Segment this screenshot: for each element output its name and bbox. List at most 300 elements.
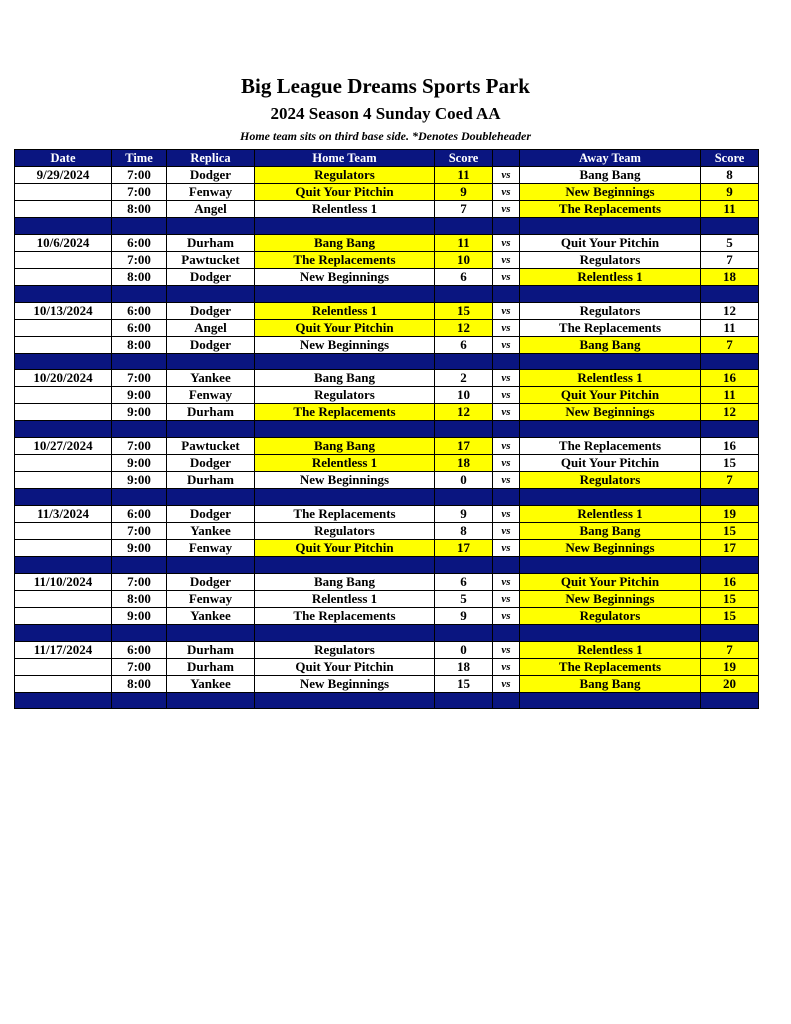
away-team: Relentless 1 xyxy=(520,268,701,285)
separator-cell xyxy=(15,692,112,709)
game-field: Dodger xyxy=(167,573,255,590)
game-field: Fenway xyxy=(167,387,255,404)
away-team: Regulators xyxy=(520,302,701,319)
away-team: The Replacements xyxy=(520,201,701,218)
separator-cell xyxy=(255,285,435,302)
game-time: 7:00 xyxy=(112,370,167,387)
home-score: 7 xyxy=(435,201,493,218)
game-row xyxy=(15,201,759,218)
separator-cell xyxy=(15,218,112,235)
away-team: Quit Your Pitchin xyxy=(520,234,701,251)
game-date xyxy=(15,268,112,285)
separator-cell xyxy=(15,353,112,370)
home-team: Bang Bang xyxy=(255,573,435,590)
game-date: 10/13/2024 xyxy=(15,302,112,319)
game-row xyxy=(15,590,759,607)
home-score: 2 xyxy=(435,370,493,387)
separator-cell xyxy=(112,556,167,573)
page-title: Big League Dreams Sports Park xyxy=(241,74,530,98)
week-separator-row xyxy=(15,285,759,302)
vs-label: vs xyxy=(493,573,520,590)
home-score: 6 xyxy=(435,268,493,285)
vs-label: vs xyxy=(493,590,520,607)
home-score: 0 xyxy=(435,641,493,658)
separator-cell xyxy=(112,489,167,506)
home-team: The Replacements xyxy=(255,505,435,522)
separator-cell xyxy=(701,285,759,302)
separator-cell xyxy=(493,624,520,641)
away-score: 11 xyxy=(701,201,759,218)
separator-cell xyxy=(112,285,167,302)
away-score: 12 xyxy=(701,404,759,421)
game-time: 7:00 xyxy=(112,438,167,455)
game-time: 8:00 xyxy=(112,268,167,285)
separator-cell xyxy=(435,692,493,709)
separator-cell xyxy=(701,489,759,506)
away-team: New Beginnings xyxy=(520,404,701,421)
home-score: 12 xyxy=(435,404,493,421)
away-team: Bang Bang xyxy=(520,675,701,692)
game-time: 9:00 xyxy=(112,404,167,421)
game-row xyxy=(15,573,759,590)
game-row xyxy=(15,505,759,522)
vs-label: vs xyxy=(493,201,520,218)
game-field: Dodger xyxy=(167,302,255,319)
away-score: 11 xyxy=(701,319,759,336)
separator-cell xyxy=(167,353,255,370)
separator-cell xyxy=(520,421,701,438)
game-time: 6:00 xyxy=(112,505,167,522)
home-score: 17 xyxy=(435,438,493,455)
season-subtitle: 2024 Season 4 Sunday Coed AA xyxy=(270,104,501,123)
vs-label: vs xyxy=(493,658,520,675)
separator-cell xyxy=(255,218,435,235)
game-time: 8:00 xyxy=(112,201,167,218)
separator-cell xyxy=(520,285,701,302)
home-score: 11 xyxy=(435,167,493,184)
game-field: Yankee xyxy=(167,370,255,387)
game-time: 9:00 xyxy=(112,607,167,624)
week-separator-row xyxy=(15,624,759,641)
game-time: 9:00 xyxy=(112,387,167,404)
game-row xyxy=(15,167,759,184)
away-team: Relentless 1 xyxy=(520,505,701,522)
game-row xyxy=(15,251,759,268)
home-team: Regulators xyxy=(255,167,435,184)
away-team: Relentless 1 xyxy=(520,641,701,658)
game-field: Durham xyxy=(167,234,255,251)
game-time: 7:00 xyxy=(112,184,167,201)
separator-cell xyxy=(167,285,255,302)
vs-label: vs xyxy=(493,336,520,353)
home-score: 0 xyxy=(435,472,493,489)
separator-cell xyxy=(493,285,520,302)
game-date xyxy=(15,607,112,624)
vs-label: vs xyxy=(493,472,520,489)
game-field: Fenway xyxy=(167,539,255,556)
away-team: Regulators xyxy=(520,472,701,489)
away-score: 16 xyxy=(701,438,759,455)
home-score: 9 xyxy=(435,505,493,522)
vs-label: vs xyxy=(493,302,520,319)
game-date: 11/3/2024 xyxy=(15,505,112,522)
game-field: Fenway xyxy=(167,590,255,607)
home-team: Bang Bang xyxy=(255,234,435,251)
game-field: Angel xyxy=(167,201,255,218)
separator-cell xyxy=(701,624,759,641)
home-team: Relentless 1 xyxy=(255,455,435,472)
home-team: Relentless 1 xyxy=(255,590,435,607)
away-team: Regulators xyxy=(520,607,701,624)
separator-cell xyxy=(701,556,759,573)
game-field: Pawtucket xyxy=(167,438,255,455)
game-row xyxy=(15,522,759,539)
away-score: 19 xyxy=(701,505,759,522)
separator-cell xyxy=(520,692,701,709)
away-score: 11 xyxy=(701,387,759,404)
game-date xyxy=(15,522,112,539)
game-date xyxy=(15,472,112,489)
game-time: 7:00 xyxy=(112,573,167,590)
game-row xyxy=(15,539,759,556)
col-header-time: Time xyxy=(112,150,167,167)
away-score: 17 xyxy=(701,539,759,556)
home-score: 8 xyxy=(435,522,493,539)
away-score: 15 xyxy=(701,590,759,607)
game-row xyxy=(15,336,759,353)
vs-label: vs xyxy=(493,184,520,201)
away-team: Quit Your Pitchin xyxy=(520,573,701,590)
home-score: 18 xyxy=(435,455,493,472)
vs-label: vs xyxy=(493,319,520,336)
col-header-replica: Replica xyxy=(167,150,255,167)
vs-label: vs xyxy=(493,641,520,658)
game-date xyxy=(15,251,112,268)
game-date xyxy=(15,675,112,692)
schedule-table xyxy=(14,149,759,709)
away-score: 15 xyxy=(701,522,759,539)
game-row xyxy=(15,404,759,421)
home-team: Regulators xyxy=(255,522,435,539)
game-time: 6:00 xyxy=(112,234,167,251)
game-date: 11/17/2024 xyxy=(15,641,112,658)
separator-cell xyxy=(167,421,255,438)
game-field: Pawtucket xyxy=(167,251,255,268)
away-score: 7 xyxy=(701,336,759,353)
game-row xyxy=(15,302,759,319)
away-score: 5 xyxy=(701,234,759,251)
separator-cell xyxy=(435,624,493,641)
home-team: Quit Your Pitchin xyxy=(255,539,435,556)
vs-label: vs xyxy=(493,675,520,692)
separator-cell xyxy=(167,624,255,641)
game-time: 7:00 xyxy=(112,522,167,539)
home-team: Regulators xyxy=(255,387,435,404)
game-row xyxy=(15,641,759,658)
col-header-home-score: Score xyxy=(435,150,493,167)
separator-cell xyxy=(112,624,167,641)
separator-cell xyxy=(255,489,435,506)
home-team: The Replacements xyxy=(255,251,435,268)
game-date: 11/10/2024 xyxy=(15,573,112,590)
away-score: 7 xyxy=(701,251,759,268)
game-field: Yankee xyxy=(167,607,255,624)
vs-label: vs xyxy=(493,370,520,387)
away-team: New Beginnings xyxy=(520,539,701,556)
home-score: 10 xyxy=(435,251,493,268)
game-row xyxy=(15,184,759,201)
separator-cell xyxy=(15,421,112,438)
vs-label: vs xyxy=(493,438,520,455)
away-team: Quit Your Pitchin xyxy=(520,387,701,404)
home-team: New Beginnings xyxy=(255,336,435,353)
game-row xyxy=(15,268,759,285)
vs-label: vs xyxy=(493,387,520,404)
home-score: 12 xyxy=(435,319,493,336)
game-time: 7:00 xyxy=(112,167,167,184)
game-date xyxy=(15,336,112,353)
game-field: Fenway xyxy=(167,184,255,201)
game-field: Angel xyxy=(167,319,255,336)
away-score: 9 xyxy=(701,184,759,201)
game-row xyxy=(15,607,759,624)
game-date: 10/20/2024 xyxy=(15,370,112,387)
game-time: 7:00 xyxy=(112,251,167,268)
vs-label: vs xyxy=(493,607,520,624)
separator-cell xyxy=(167,489,255,506)
vs-label: vs xyxy=(493,234,520,251)
separator-cell xyxy=(435,556,493,573)
game-date xyxy=(15,184,112,201)
game-field: Yankee xyxy=(167,522,255,539)
home-score: 18 xyxy=(435,658,493,675)
home-team: Relentless 1 xyxy=(255,201,435,218)
home-team: The Replacements xyxy=(255,404,435,421)
game-time: 7:00 xyxy=(112,658,167,675)
game-time: 6:00 xyxy=(112,302,167,319)
away-team: Relentless 1 xyxy=(520,370,701,387)
separator-cell xyxy=(520,556,701,573)
separator-cell xyxy=(493,556,520,573)
week-separator-row xyxy=(15,692,759,709)
away-score: 7 xyxy=(701,472,759,489)
game-field: Dodger xyxy=(167,336,255,353)
week-separator-row xyxy=(15,353,759,370)
week-separator-row xyxy=(15,556,759,573)
home-score: 6 xyxy=(435,573,493,590)
game-row xyxy=(15,455,759,472)
separator-cell xyxy=(15,285,112,302)
game-date xyxy=(15,658,112,675)
game-field: Durham xyxy=(167,472,255,489)
home-team: Relentless 1 xyxy=(255,302,435,319)
away-score: 15 xyxy=(701,455,759,472)
game-field: Dodger xyxy=(167,455,255,472)
separator-cell xyxy=(520,353,701,370)
game-row xyxy=(15,658,759,675)
away-team: Quit Your Pitchin xyxy=(520,455,701,472)
home-score: 15 xyxy=(435,675,493,692)
game-time: 6:00 xyxy=(112,319,167,336)
separator-cell xyxy=(255,353,435,370)
vs-label: vs xyxy=(493,455,520,472)
game-field: Durham xyxy=(167,641,255,658)
game-time: 9:00 xyxy=(112,472,167,489)
game-time: 9:00 xyxy=(112,455,167,472)
away-score: 16 xyxy=(701,573,759,590)
game-date xyxy=(15,387,112,404)
game-row xyxy=(15,387,759,404)
home-score: 10 xyxy=(435,387,493,404)
game-row xyxy=(15,370,759,387)
game-time: 8:00 xyxy=(112,590,167,607)
col-header-home-team: Home Team xyxy=(255,150,435,167)
away-team: Bang Bang xyxy=(520,167,701,184)
separator-cell xyxy=(112,692,167,709)
away-team: The Replacements xyxy=(520,438,701,455)
separator-cell xyxy=(493,489,520,506)
home-team: The Replacements xyxy=(255,607,435,624)
separator-cell xyxy=(493,692,520,709)
away-team: Bang Bang xyxy=(520,336,701,353)
separator-cell xyxy=(255,556,435,573)
game-time: 8:00 xyxy=(112,675,167,692)
home-team: Quit Your Pitchin xyxy=(255,319,435,336)
away-score: 16 xyxy=(701,370,759,387)
game-field: Dodger xyxy=(167,167,255,184)
separator-cell xyxy=(435,353,493,370)
separator-cell xyxy=(435,218,493,235)
separator-cell xyxy=(255,624,435,641)
schedule-note: Home team sits on third base side. *Denotes Doubleheader xyxy=(240,129,531,143)
home-score: 6 xyxy=(435,336,493,353)
away-score: 12 xyxy=(701,302,759,319)
separator-cell xyxy=(112,421,167,438)
away-score: 8 xyxy=(701,167,759,184)
game-field: Yankee xyxy=(167,675,255,692)
game-field: Durham xyxy=(167,658,255,675)
home-score: 9 xyxy=(435,607,493,624)
game-date xyxy=(15,404,112,421)
home-score: 15 xyxy=(435,302,493,319)
home-score: 11 xyxy=(435,234,493,251)
separator-cell xyxy=(520,218,701,235)
home-team: New Beginnings xyxy=(255,675,435,692)
game-field: Dodger xyxy=(167,505,255,522)
col-header-date: Date xyxy=(15,150,112,167)
game-date xyxy=(15,201,112,218)
home-score: 5 xyxy=(435,590,493,607)
home-team: New Beginnings xyxy=(255,472,435,489)
separator-cell xyxy=(701,421,759,438)
game-row xyxy=(15,319,759,336)
col-header-vs xyxy=(493,150,520,167)
game-date: 9/29/2024 xyxy=(15,167,112,184)
game-date: 10/27/2024 xyxy=(15,438,112,455)
separator-cell xyxy=(701,692,759,709)
vs-label: vs xyxy=(493,539,520,556)
away-team: New Beginnings xyxy=(520,184,701,201)
separator-cell xyxy=(112,353,167,370)
separator-cell xyxy=(520,489,701,506)
game-date xyxy=(15,319,112,336)
away-team: Regulators xyxy=(520,251,701,268)
away-score: 15 xyxy=(701,607,759,624)
home-team: Regulators xyxy=(255,641,435,658)
home-team: Bang Bang xyxy=(255,438,435,455)
separator-cell xyxy=(493,353,520,370)
separator-cell xyxy=(255,692,435,709)
away-team: Bang Bang xyxy=(520,522,701,539)
home-team: Bang Bang xyxy=(255,370,435,387)
away-team: New Beginnings xyxy=(520,590,701,607)
home-score: 9 xyxy=(435,184,493,201)
game-field: Durham xyxy=(167,404,255,421)
table-header-row xyxy=(15,150,759,167)
separator-cell xyxy=(112,218,167,235)
vs-label: vs xyxy=(493,404,520,421)
game-row xyxy=(15,675,759,692)
separator-cell xyxy=(167,692,255,709)
home-score: 17 xyxy=(435,539,493,556)
game-row xyxy=(15,234,759,251)
separator-cell xyxy=(167,218,255,235)
away-score: 20 xyxy=(701,675,759,692)
game-row xyxy=(15,472,759,489)
game-row xyxy=(15,438,759,455)
vs-label: vs xyxy=(493,167,520,184)
separator-cell xyxy=(15,624,112,641)
game-date xyxy=(15,539,112,556)
game-date xyxy=(15,455,112,472)
separator-cell xyxy=(493,421,520,438)
away-team: The Replacements xyxy=(520,658,701,675)
separator-cell xyxy=(520,624,701,641)
away-score: 7 xyxy=(701,641,759,658)
away-score: 19 xyxy=(701,658,759,675)
vs-label: vs xyxy=(493,268,520,285)
game-date: 10/6/2024 xyxy=(15,234,112,251)
vs-label: vs xyxy=(493,251,520,268)
col-header-away-team: Away Team xyxy=(520,150,701,167)
week-separator-row xyxy=(15,218,759,235)
week-separator-row xyxy=(15,489,759,506)
game-time: 6:00 xyxy=(112,641,167,658)
week-separator-row xyxy=(15,421,759,438)
separator-cell xyxy=(435,489,493,506)
game-date xyxy=(15,590,112,607)
separator-cell xyxy=(255,421,435,438)
vs-label: vs xyxy=(493,505,520,522)
separator-cell xyxy=(435,285,493,302)
home-team: New Beginnings xyxy=(255,268,435,285)
col-header-away-score: Score xyxy=(701,150,759,167)
home-team: Quit Your Pitchin xyxy=(255,658,435,675)
separator-cell xyxy=(701,353,759,370)
away-score: 18 xyxy=(701,268,759,285)
separator-cell xyxy=(15,489,112,506)
separator-cell xyxy=(493,218,520,235)
game-field: Dodger xyxy=(167,268,255,285)
game-time: 8:00 xyxy=(112,336,167,353)
home-team: Quit Your Pitchin xyxy=(255,184,435,201)
vs-label: vs xyxy=(493,522,520,539)
separator-cell xyxy=(701,218,759,235)
separator-cell xyxy=(435,421,493,438)
separator-cell xyxy=(15,556,112,573)
separator-cell xyxy=(167,556,255,573)
game-time: 9:00 xyxy=(112,539,167,556)
